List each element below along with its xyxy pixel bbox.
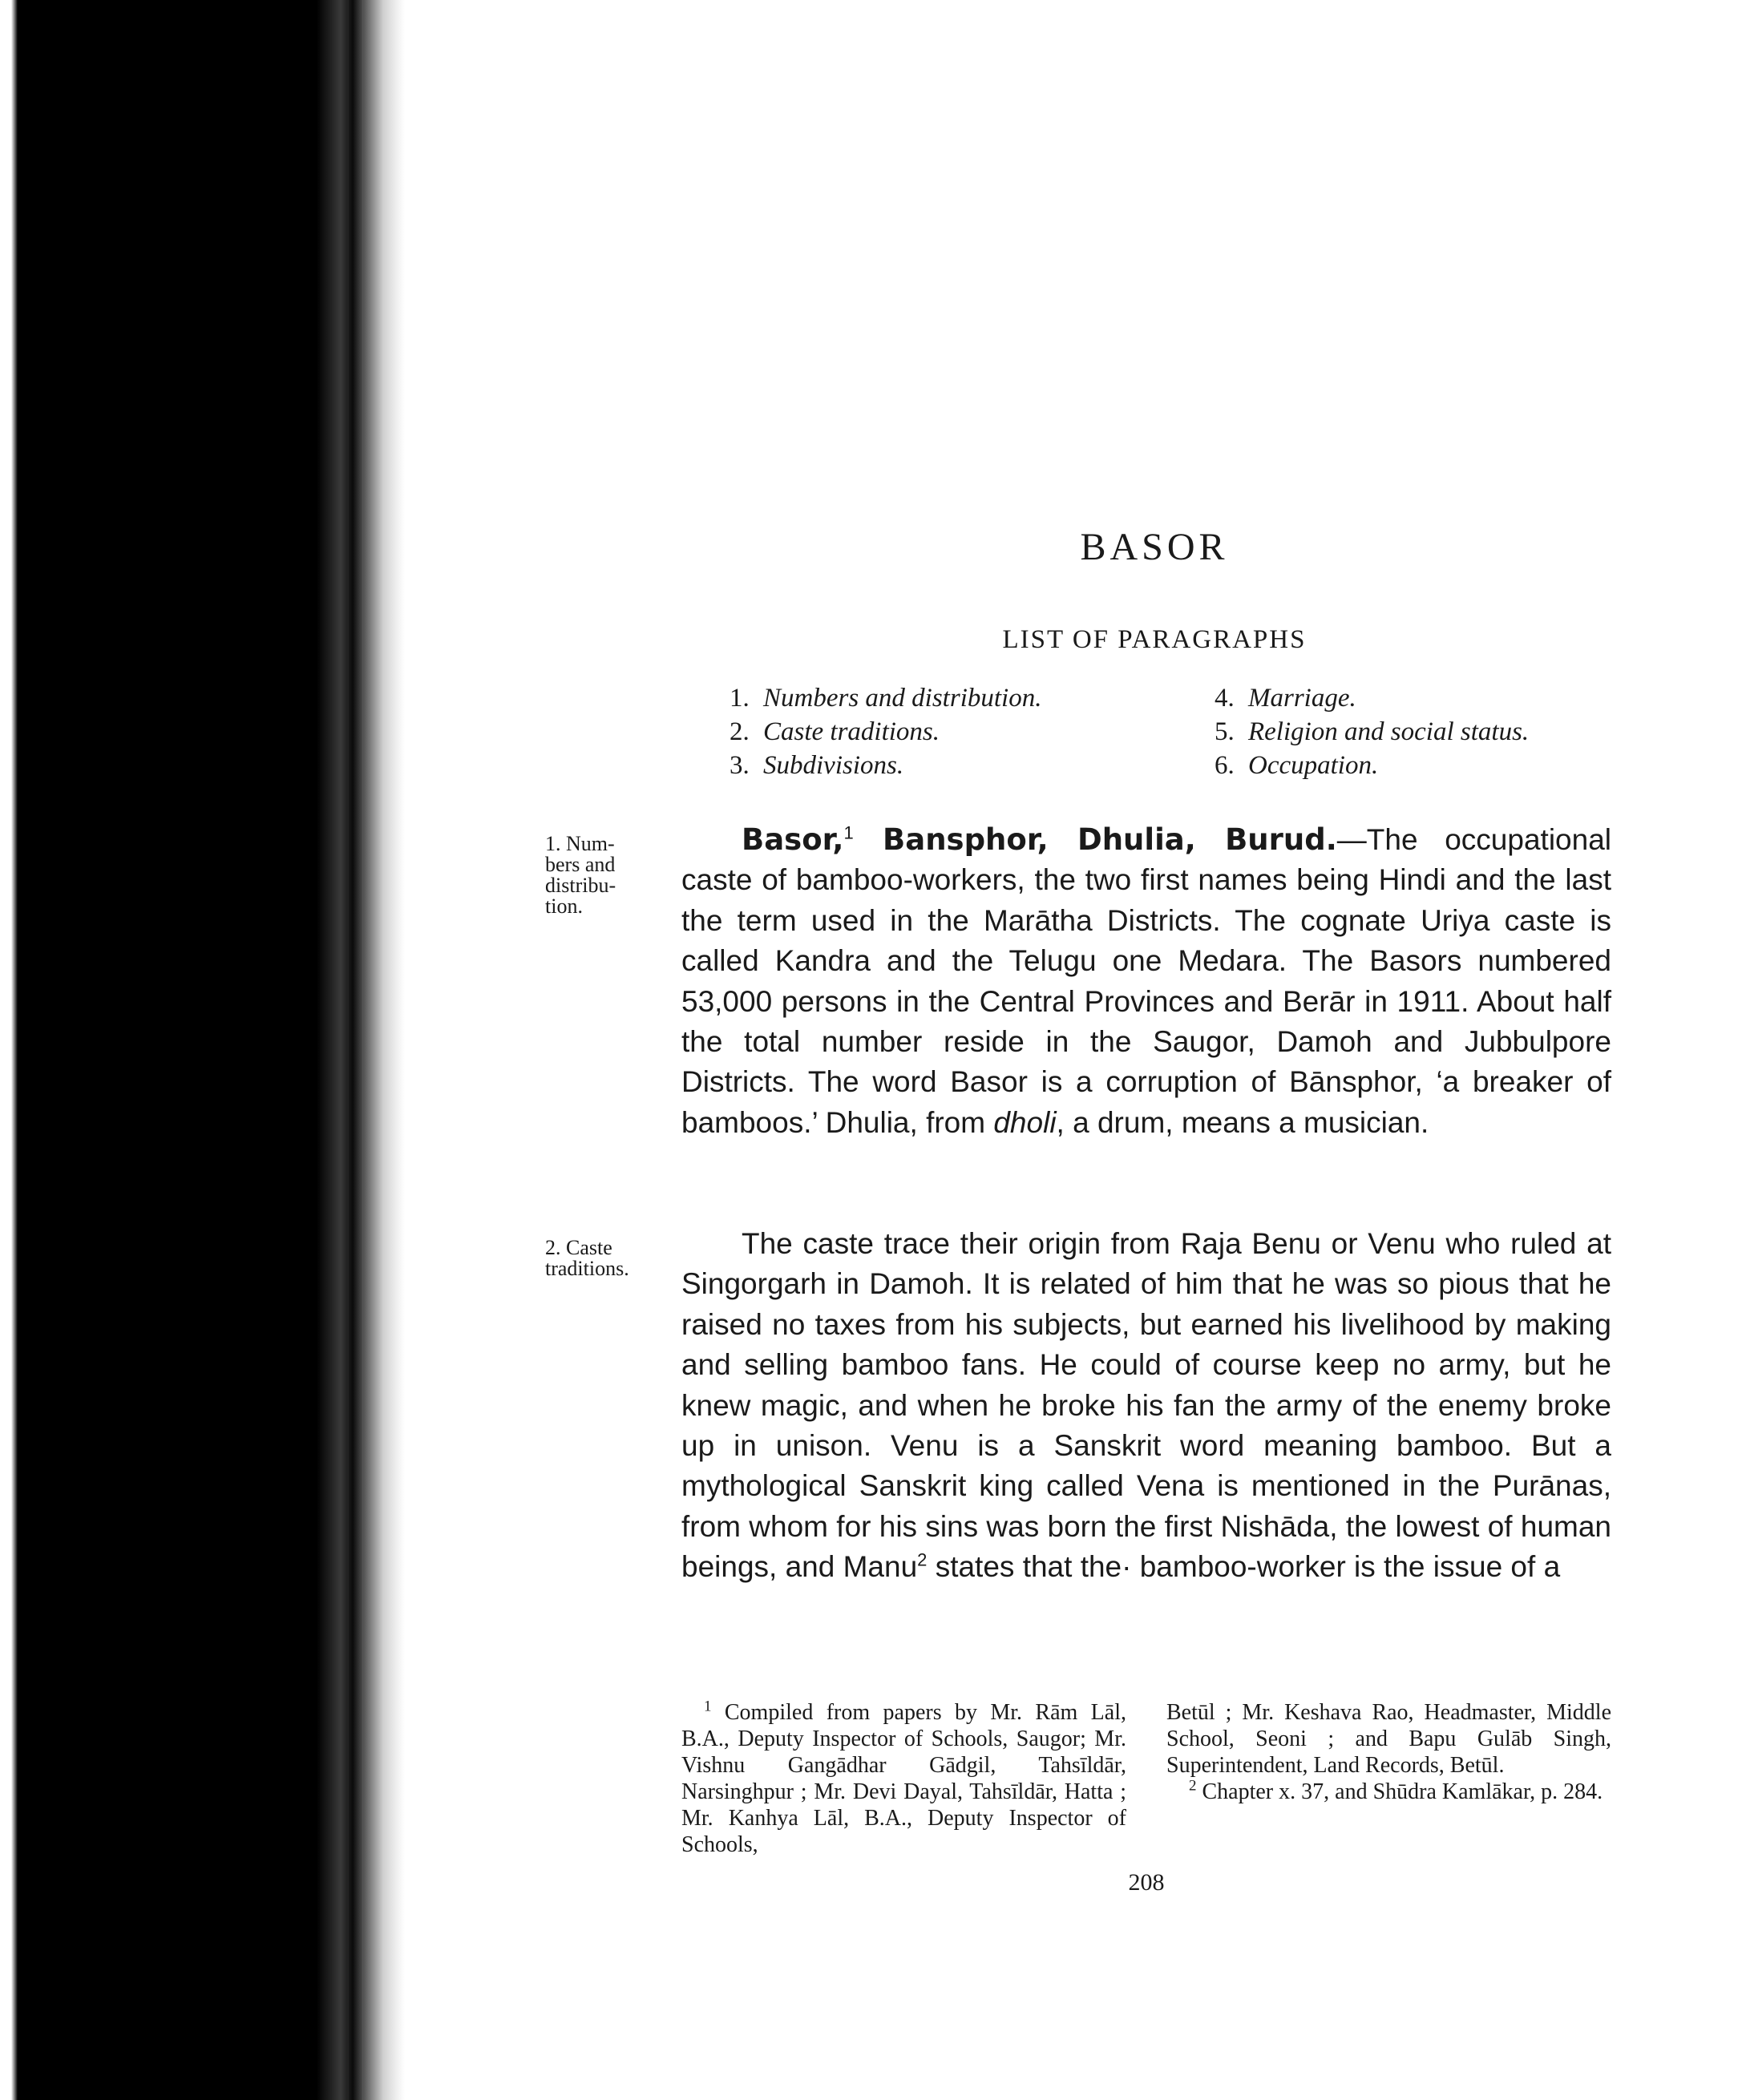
margin-note-line: traditions. (545, 1257, 629, 1280)
scanned-binding-gutter (0, 0, 405, 2100)
footnote-text: Betūl ; Mr. Keshava Rao, Headmaster, Middle School, Seoni ; and Bapu Gulāb Singh, Superintendent, Land Records, Betūl. (1166, 1700, 1611, 1778)
page-title: BASOR (1080, 526, 1229, 568)
contents-item (1215, 715, 1529, 749)
page-number: 208 (1128, 1869, 1165, 1896)
contents-number: 5. (1215, 717, 1235, 746)
footnotes (681, 1699, 1611, 1858)
contents-label: Numbers and distribution. (763, 684, 1042, 713)
footnote-text: Compiled from papers by Mr. Rām Lāl, B.A., Deputy Inspector of Schools, Saugor; Mr. Vishnu Gangādhar Gādgil, Tahsīldār, Narsinghpur ; Mr. Devi Dayal, Tahsīldār, Hatta ; Mr. Kanhya Lāl, B.A., Deputy Inspector of Schools, (681, 1700, 1126, 1857)
entry-headword: Basor, (742, 822, 844, 857)
footnote-1-continued (1166, 1699, 1611, 1779)
contents-number: 6. (1215, 751, 1235, 780)
paragraph-numbers-and-distribution (681, 820, 1611, 1143)
margin-note-numbers-and-distribution (545, 834, 649, 917)
footnote-text: Chapter x. 37, and Shūdra Kamlākar, p. 284. (1196, 1779, 1603, 1804)
paragraph-text: , a drum, means a musician. (1056, 1105, 1429, 1139)
contents-number: 3. (730, 751, 750, 780)
margin-note-line: 1. Num- (545, 832, 615, 855)
footnote-column-right (1166, 1699, 1611, 1858)
footnote-column-left (681, 1699, 1126, 1858)
contents-item (1215, 681, 1529, 715)
contents-label: Occupation. (1248, 751, 1379, 780)
margin-note-line: tion. (545, 895, 583, 918)
contents-item (1215, 749, 1529, 782)
footnote-reference: 1 (843, 822, 854, 843)
contents-list-left (730, 681, 1041, 782)
contents-label: Religion and social status. (1248, 717, 1530, 746)
contents-item (730, 715, 1041, 749)
contents-number: 1. (730, 684, 750, 713)
contents-number: 2. (730, 717, 750, 746)
footnote-marker: 2 (1189, 1777, 1197, 1795)
binding-shadow-line (362, 0, 363, 2100)
binding-shadow-line (347, 0, 349, 2100)
contents-item (730, 749, 1041, 782)
contents-label: Caste traditions. (763, 717, 940, 746)
contents-item (730, 681, 1041, 715)
section-subtitle: LIST OF PARAGRAPHS (1002, 625, 1307, 654)
footnote-1 (681, 1699, 1126, 1858)
margin-note-caste-traditions (545, 1238, 649, 1279)
margin-note-line: bers and (545, 853, 616, 876)
paragraph-text: The caste trace their origin from Raja Benu or Venu who ruled at Singorgarh in Damoh. It is related of him that he was so pious that he raised no taxes from his subjects, but earned his livelihood by making and selling bamboo fans. He could of course keep no army, but he knew magic, and when he broke his fan the army of the enemy broke up in unison. Venu is a Sanskrit word meaning bamboo. But a mythological Sanskrit king called Vena is mentioned in the Purānas, from whom for his sins was born the first Nishāda, the lowest of human beings, and Manu (681, 1227, 1611, 1584)
contents-list-right (1215, 681, 1529, 782)
entry-synonyms: Bansphor, Dhulia, Burud. (853, 822, 1337, 857)
paragraph-caste-traditions (681, 1224, 1611, 1588)
margin-note-line: distribu- (545, 874, 616, 897)
contents-label: Subdivisions. (763, 751, 904, 780)
footnote-reference: 2 (917, 1549, 928, 1570)
paragraph-text: states that the· bamboo-worker is the issue of a (927, 1550, 1561, 1584)
footnote-marker: 1 (704, 1698, 712, 1715)
margin-note-line: 2. Caste (545, 1236, 612, 1259)
contents-label: Marriage. (1248, 684, 1356, 713)
footnote-2 (1166, 1779, 1611, 1805)
binding-shadow-line (330, 0, 332, 2100)
paragraph-text: —The occupational caste of bamboo-workers, the two first names being Hindi and the last the term used in the Marātha Districts. The cognate Uriya caste is called Kandra and the Telugu one Medara. The Basors numbered 53,000 persons in the Central Provinces and Berār in 1911. About half the total number reside in the Saugor, Damoh and Jubbulpore Districts. The word Basor is a corruption of Bānsphor, ‘a breaker of bamboos.’ Dhulia, from (681, 823, 1611, 1139)
italic-term: dholi (993, 1105, 1057, 1139)
contents-number: 4. (1215, 684, 1235, 713)
